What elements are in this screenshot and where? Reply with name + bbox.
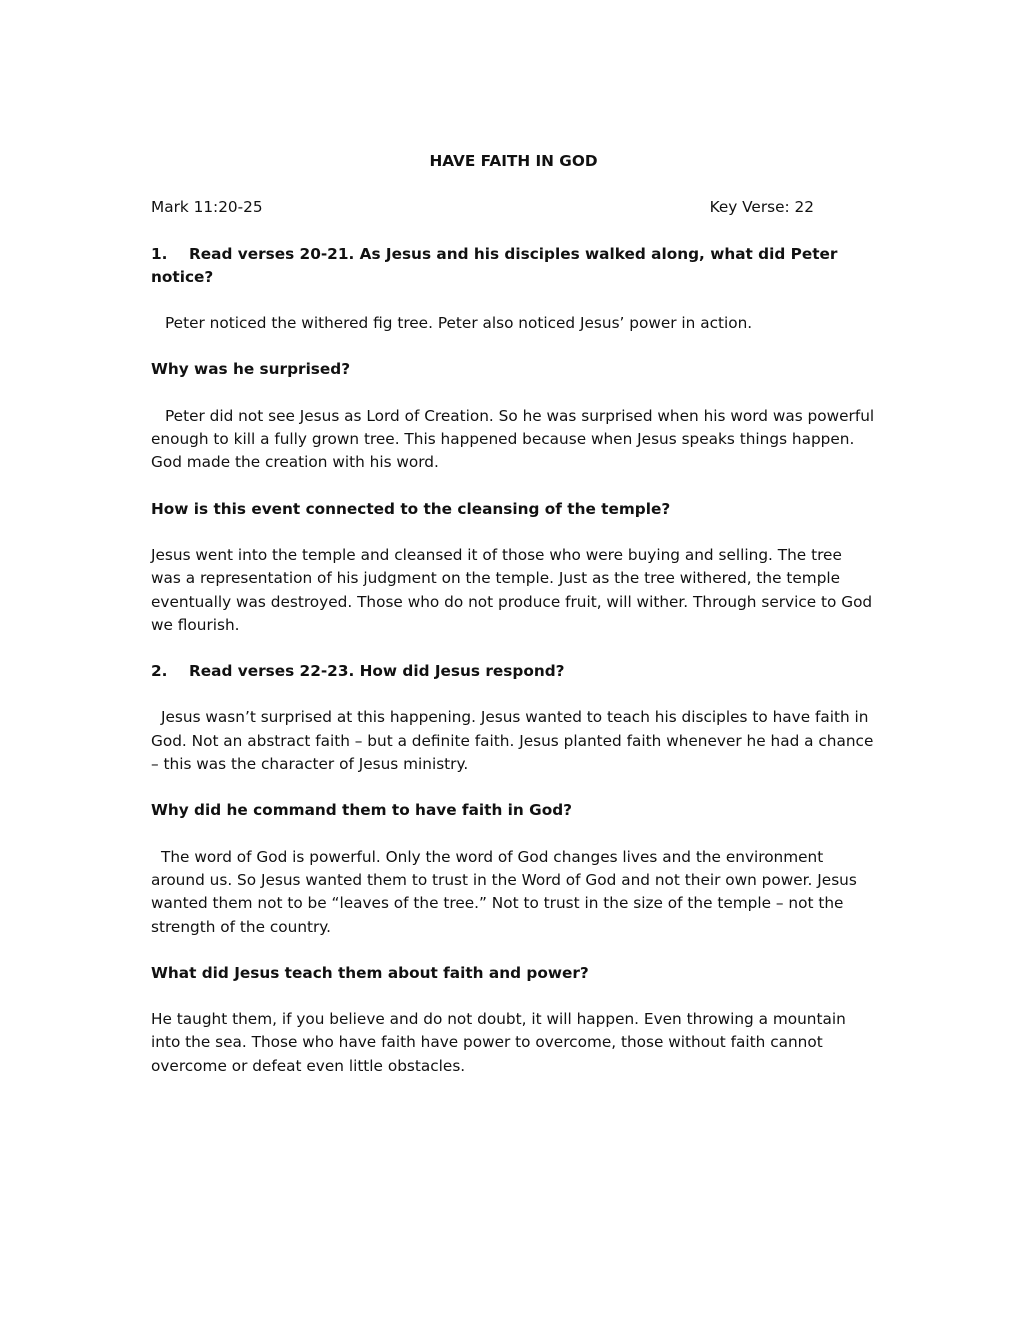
question-paragraph: Why was he surprised? [151, 360, 351, 379]
answer-paragraph: He taught them, if you believe and do not doubt, it will happen. Even throwing a mountain into the sea. Those who have faith have power to overcome, those without faith cannot overcome or defeat even little obstacles. [151, 1010, 846, 1075]
answer-paragraph: Jesus went into the temple and cleansed it of those who were buying and selling. The tree was a representation of his judgment on the temple. Just as the tree withered, the temple eventually was destroyed. Those who do not produce fruit, will wither. Through service to God we flourish. [151, 545, 873, 634]
answer-paragraph: Jesus wasn’t surprised at this happening. Jesus wanted to teach his disciples to have faith in God. Not an abstract faith – but a definite faith. Jesus planted faith whenever he had a chance – this was the character of Jesus ministry. [151, 708, 874, 774]
answer-paragraph: The word of God is powerful. Only the word of God changes lives and the environment around us. So Jesus wanted them to trust in the Word of God and not their own power. Jesus wanted them not to be “leaves of the tree.” Not to trust in the size of the temple – not the strength of the country. [151, 847, 857, 936]
key-verse: Key Verse: 22 [709, 198, 814, 217]
question-2 [151, 660, 876, 683]
reference-row [151, 196, 876, 219]
question-1 [151, 243, 876, 290]
document-page [151, 150, 876, 1101]
question-text: Read verses 20-21. As Jesus and his disciples walked along, what did Peter notice? [151, 244, 838, 286]
answer-paragraph: Peter did not see Jesus as Lord of Creation. So he was surprised when his word was powerful enough to kill a fully grown tree. This happened because when Jesus speaks things happen. God made the creation with his word. [151, 406, 875, 472]
question-number: 2. [151, 662, 168, 681]
question-text: Read verses 22-23. How did Jesus respond? [189, 662, 565, 681]
passage-reference: Mark 11:20-25 [151, 198, 263, 217]
answer-paragraph: Peter noticed the withered fig tree. Peter also noticed Jesus’ power in action. [165, 314, 753, 333]
document-title: HAVE FAITH IN GOD [429, 152, 598, 170]
question-paragraph: Why did he command them to have faith in God? [151, 801, 573, 820]
question-paragraph: How is this event connected to the cleansing of the temple? [151, 499, 671, 518]
question-number: 1. [151, 244, 168, 263]
question-paragraph: What did Jesus teach them about faith and power? [151, 963, 589, 982]
